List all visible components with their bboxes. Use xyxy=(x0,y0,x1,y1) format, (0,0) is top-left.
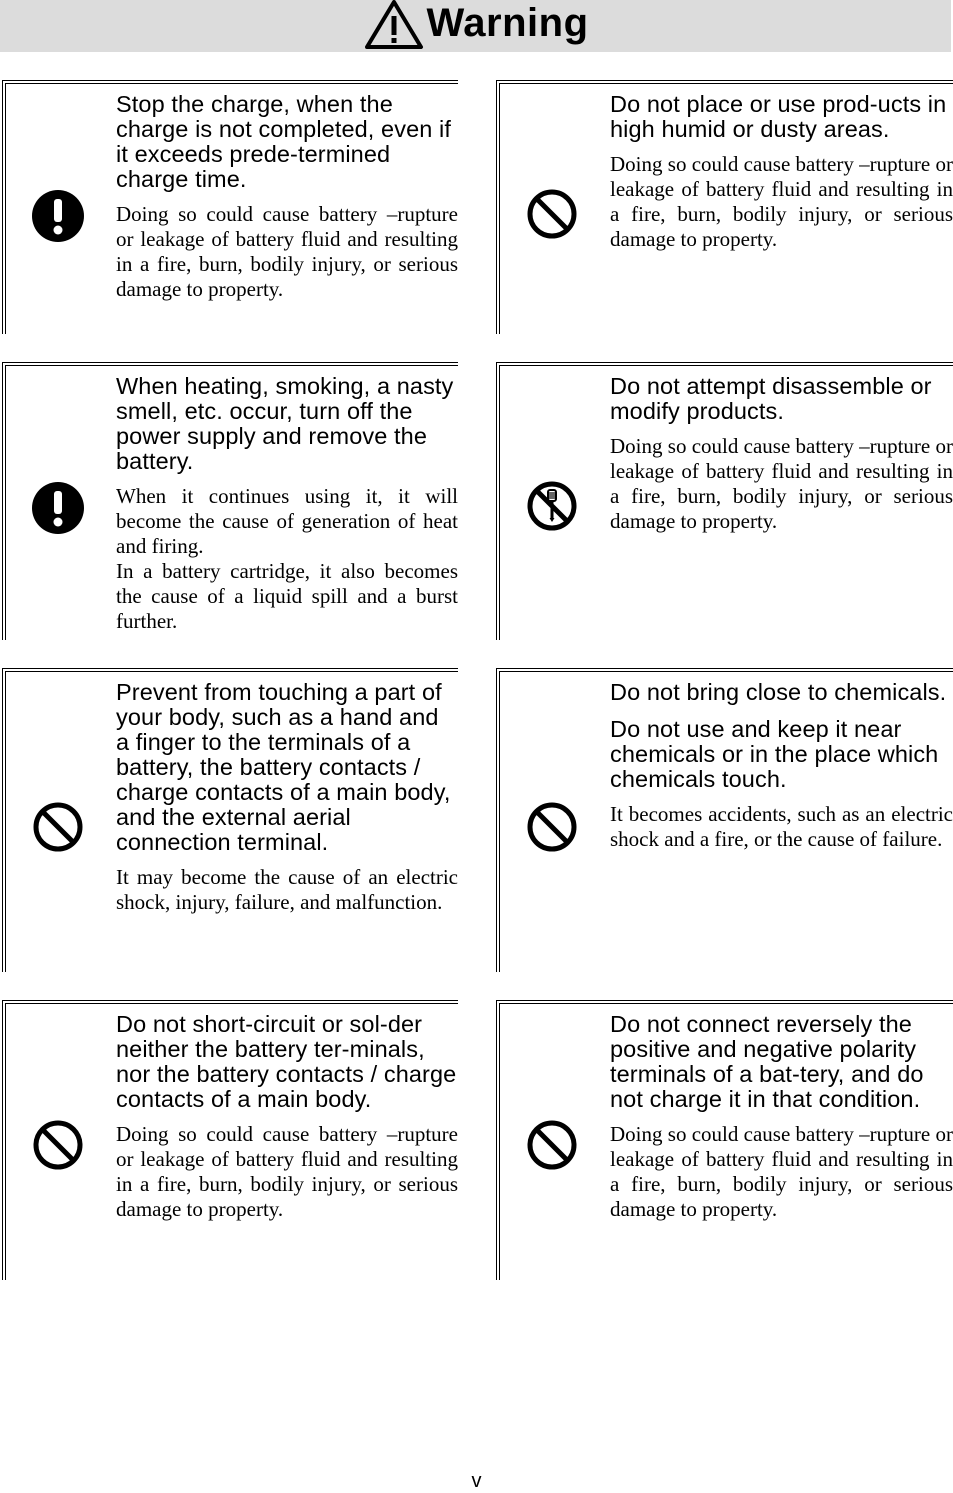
card-body: Doing so could cause battery –rupture or leakage of battery fluid and resulting in a fire, burn, bodily injury, or serious damage to property. xyxy=(116,202,458,301)
warning-card-short-circuit xyxy=(2,1000,458,1280)
card-heading: Do not short-circuit or sol-der neither the battery ter-minals, nor the battery contacts / charge contacts of a main body. xyxy=(116,1011,457,1112)
card-body: Doing so could cause battery –rupture or leakage of battery fluid and resulting in a fire, burn, bodily injury, or serious damage to property. xyxy=(610,1122,953,1221)
card-heading: Prevent from touching a part of your body, such as a hand and a finger to the terminals of a battery, the battery contacts / charge contacts of a main body, and the external aerial connection terminal. xyxy=(116,679,451,855)
prohibition-icon xyxy=(30,1117,86,1173)
card-heading: Do not connect reversely the positive and negative polarity terminals of a bat-tery, and do not charge it in that condition. xyxy=(610,1011,924,1112)
card-body: Doing so could cause battery –rupture or leakage of battery fluid and resulting in a fire, burn, bodily injury, or serious damage to property. xyxy=(610,152,953,251)
mandatory-exclamation-icon xyxy=(30,480,86,536)
card-body: It becomes accidents, such as an electric shock and a fire, or the cause of failure. xyxy=(610,802,953,851)
warning-card-touching-terminals xyxy=(2,668,458,972)
no-disassembly-icon xyxy=(524,478,580,534)
warning-card-heating-smoking xyxy=(2,362,458,640)
prohibition-icon xyxy=(524,799,580,855)
warning-card-humid-dusty xyxy=(496,80,953,334)
prohibition-icon xyxy=(30,799,86,855)
warning-card-stop-charge xyxy=(2,80,458,334)
card-body: It may become the cause of an electric shock, injury, failure, and malfunction. xyxy=(116,865,458,914)
card-body: Doing so could cause battery –rupture or leakage of battery fluid and resulting in a fire, burn, bodily injury, or serious damage to property. xyxy=(116,1122,458,1221)
prohibition-icon xyxy=(524,1117,580,1173)
card-heading: Do not attempt disassemble or modify products. xyxy=(610,373,932,424)
card-heading-secondary: Do not use and keep it near chemicals or in the place which chemicals touch. xyxy=(610,716,939,792)
warning-header xyxy=(0,0,951,52)
prohibition-icon xyxy=(524,186,580,242)
warning-triangle-icon xyxy=(363,0,427,55)
card-heading: Do not bring close to chemicals. xyxy=(610,679,947,705)
card-heading: Stop the charge, when the charge is not completed, even if it exceeds prede-termined charge time. xyxy=(116,91,451,192)
warning-card-reverse-polarity xyxy=(496,1000,953,1280)
card-heading: When heating, smoking, a nasty smell, etc. occur, turn off the power supply and remove the battery. xyxy=(116,373,454,474)
card-body: When it continues using it, it will become the cause of generation of heat and firing. xyxy=(116,484,458,558)
card-heading: Do not place or use prod-ucts in high humid or dusty areas. xyxy=(610,91,947,142)
card-body: Doing so could cause battery –rupture or leakage of battery fluid and resulting in a fire, burn, bodily injury, or serious damage to property. xyxy=(610,434,953,533)
card-body-continued: In a battery cartridge, it also becomes the cause of a liquid spill and a burst further. xyxy=(116,559,458,633)
warning-card-disassemble xyxy=(496,362,953,640)
page-title: Warning xyxy=(426,1,589,45)
warning-card-chemicals xyxy=(496,668,953,972)
mandatory-exclamation-icon xyxy=(30,188,86,244)
page-number: v xyxy=(471,1470,482,1492)
